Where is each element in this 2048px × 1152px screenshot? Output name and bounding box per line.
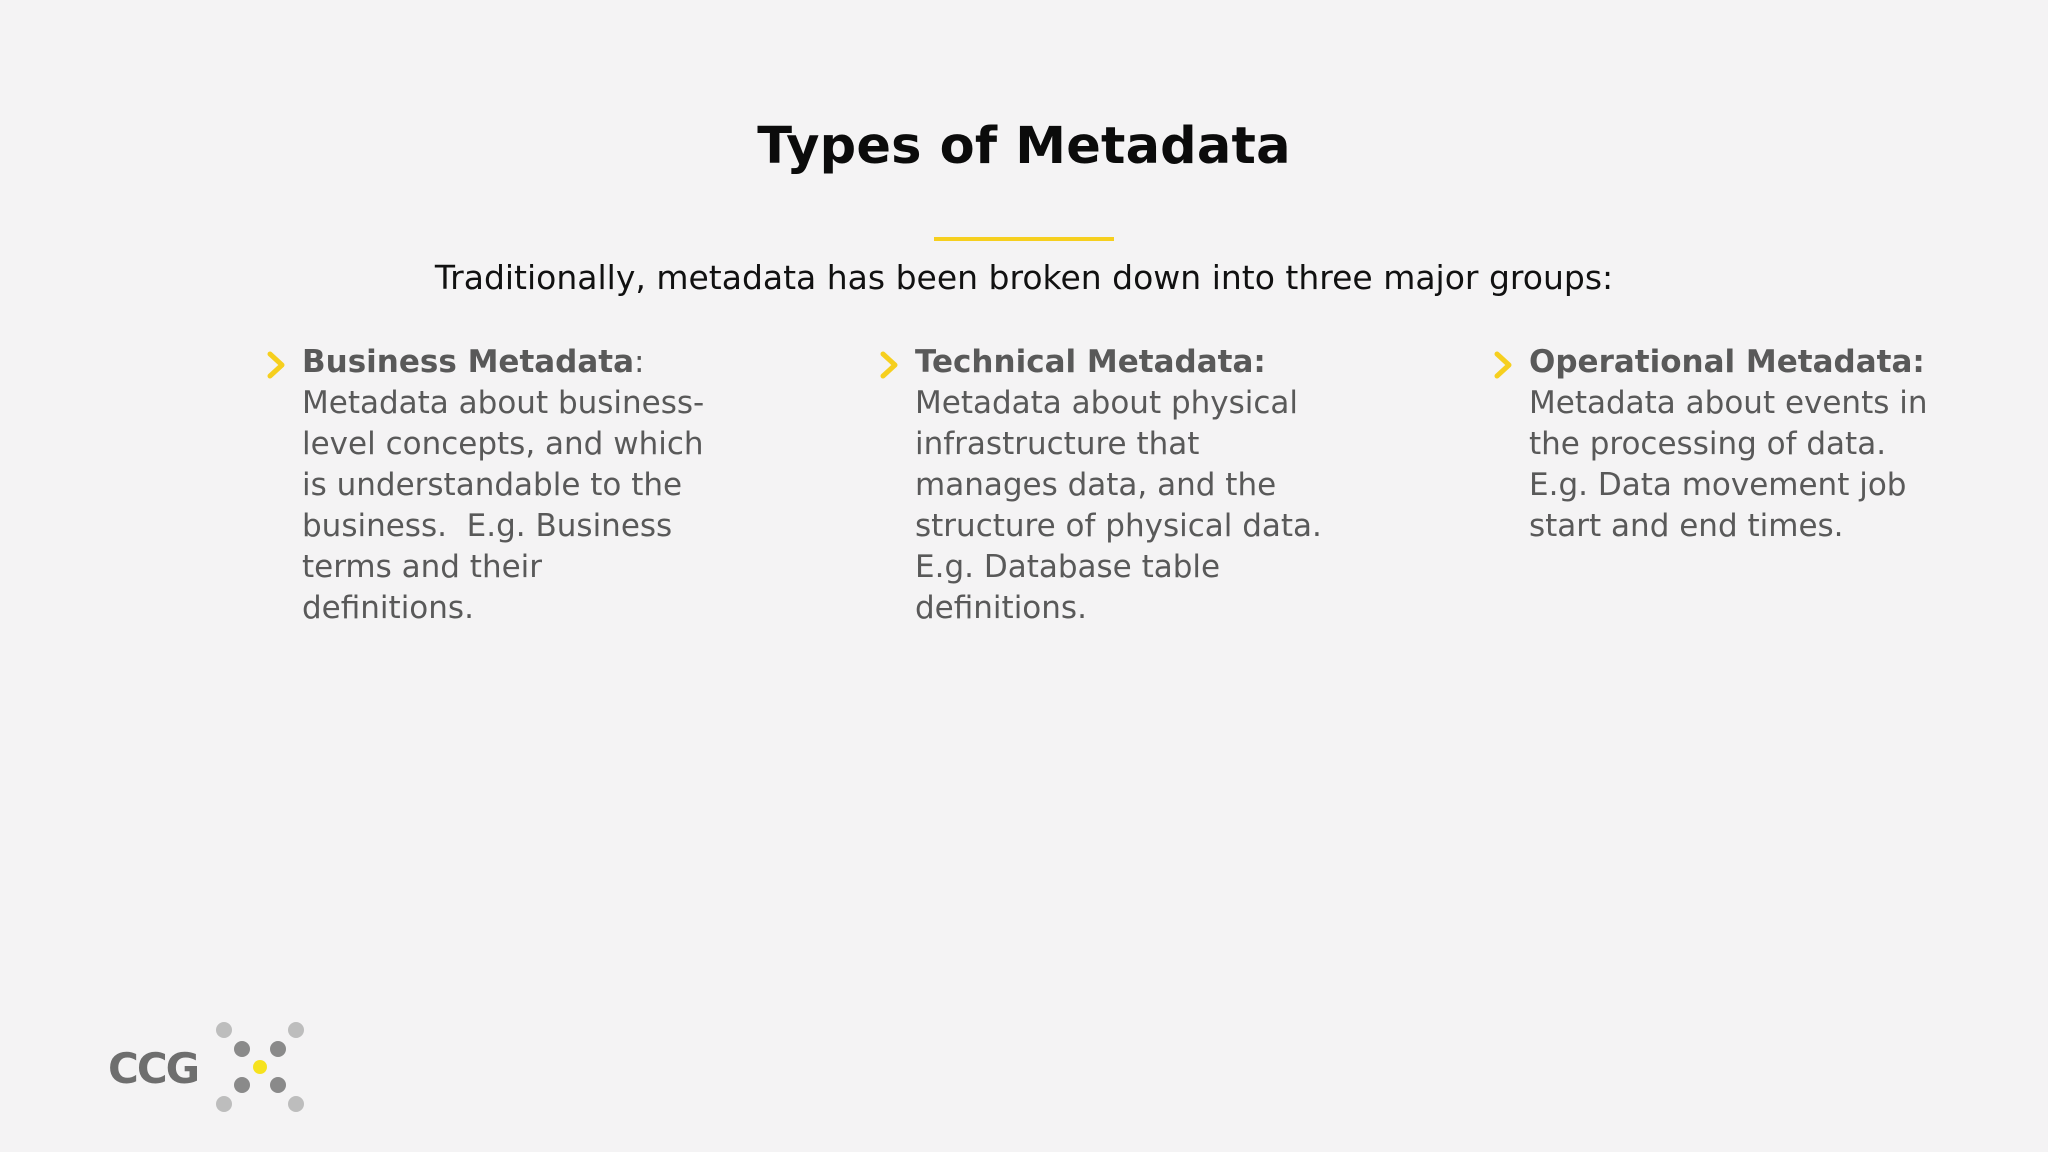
column-line: start and end times. — [1529, 508, 1844, 544]
column-text — [915, 342, 1345, 629]
column-line: definitions. — [302, 590, 474, 626]
column-line: Metadata about events in — [1529, 385, 1928, 421]
chevron-right-icon — [1491, 350, 1517, 380]
column-heading: Operational Metadata: — [1529, 344, 1925, 380]
column-line: is understandable to the — [302, 467, 683, 503]
column-line: Metadata about physical — [915, 385, 1299, 421]
column-text — [302, 342, 732, 629]
column-line: business. E.g. Business — [302, 508, 673, 544]
column-line: E.g. Database table — [915, 549, 1221, 585]
logo-text: CCG — [108, 1044, 199, 1093]
column-text — [1529, 342, 1959, 547]
column-line: infrastructure that — [915, 426, 1200, 462]
column-line: manages data, and the — [915, 467, 1277, 503]
column-line: terms and their — [302, 549, 543, 585]
column-heading-suffix: : — [634, 344, 645, 380]
column-line: structure of physical data. — [915, 508, 1322, 544]
column-line: the processing of data. — [1529, 426, 1887, 462]
column-line: definitions. — [915, 590, 1087, 626]
slide-subtitle: Traditionally, metadata has been broken down into three major groups: — [434, 258, 1614, 297]
title-underline — [934, 237, 1114, 241]
column-line: Metadata about business- — [302, 385, 705, 421]
column-heading-line — [915, 342, 1345, 383]
column-heading: Business Metadata — [302, 344, 635, 380]
column-line: level concepts, and which — [302, 426, 704, 462]
column-line: E.g. Data movement job — [1529, 467, 1907, 503]
column-heading: Technical Metadata: — [915, 344, 1266, 380]
chevron-right-icon — [264, 350, 290, 380]
chevron-right-icon — [877, 350, 903, 380]
column-heading-line — [1529, 342, 1959, 383]
slide-title: Types of Metadata — [757, 117, 1291, 176]
ccg-logo-icon — [108, 1018, 308, 1118]
column-heading-line — [302, 342, 732, 383]
